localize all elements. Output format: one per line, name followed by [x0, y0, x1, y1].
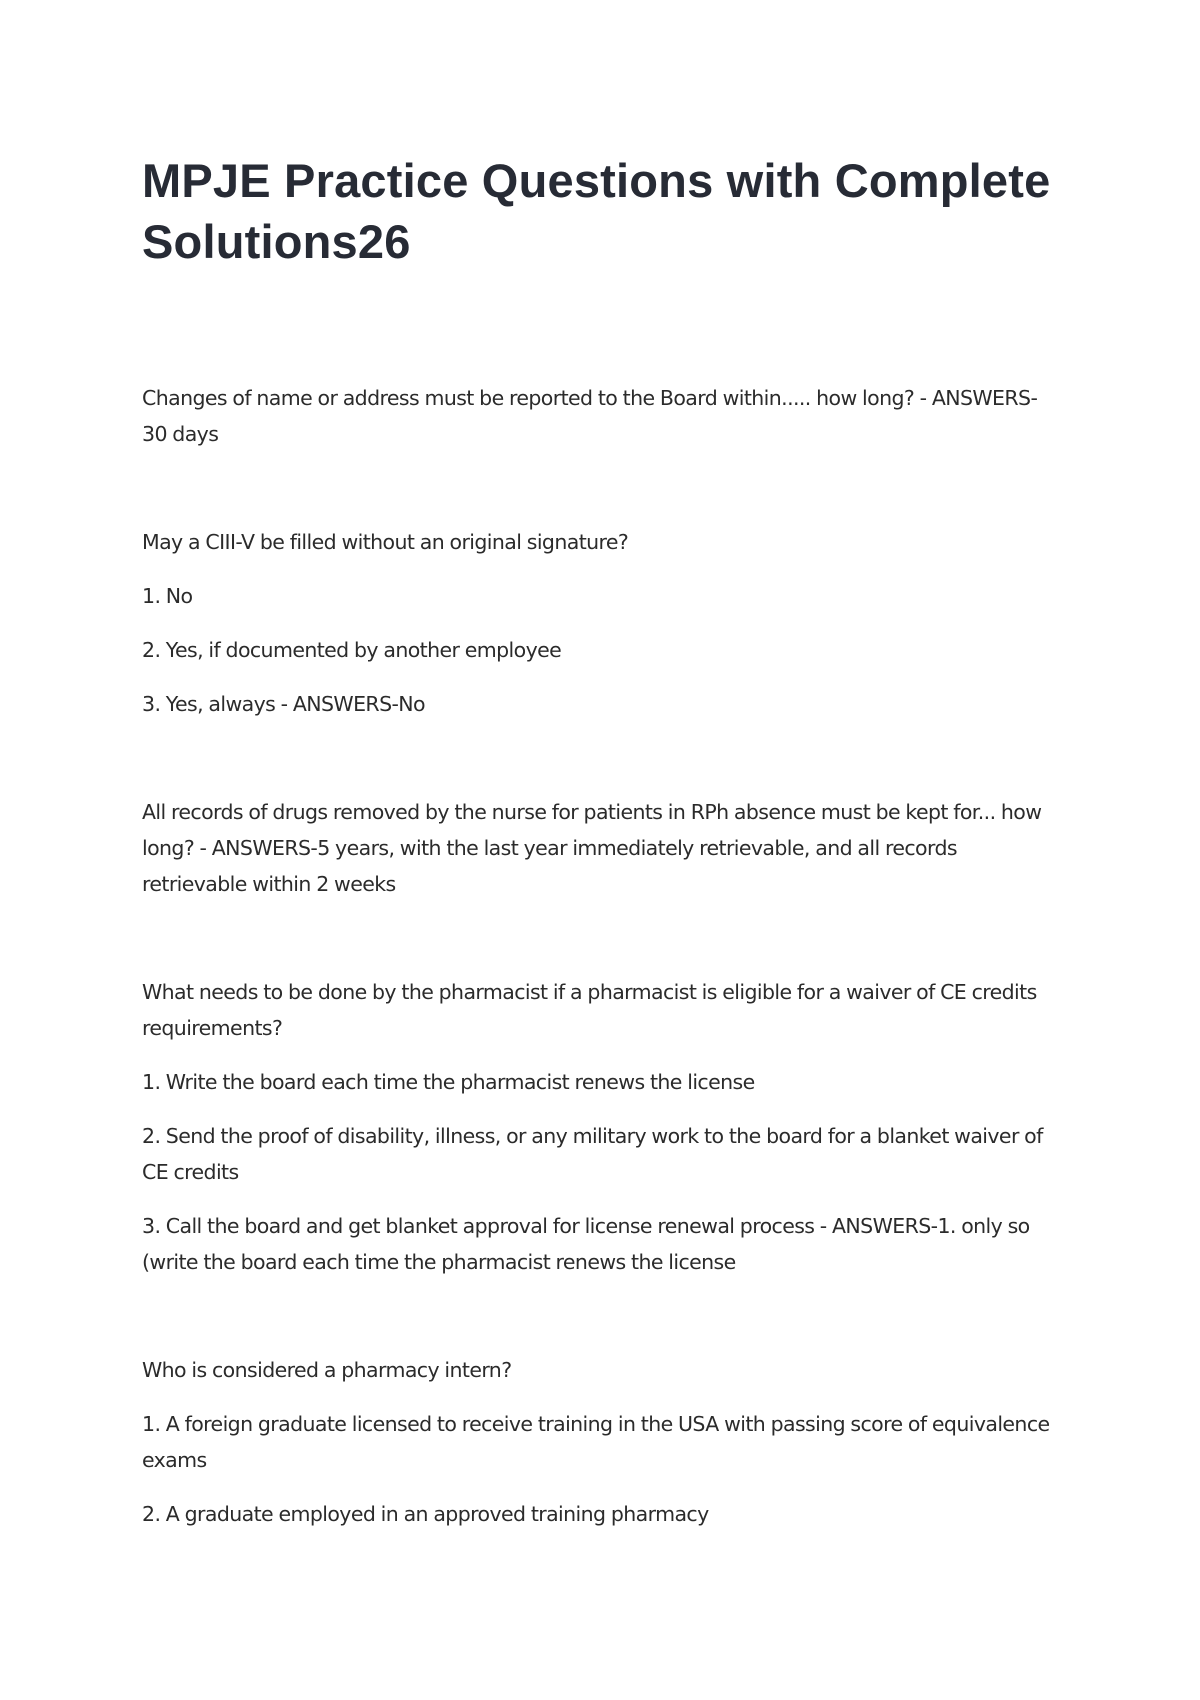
question-block: [142, 794, 1062, 902]
question-text: May a CIII-V be filled without an original signature?: [142, 530, 629, 554]
question-block: [142, 1352, 1062, 1532]
document-content: [142, 150, 1062, 1604]
question-block: [142, 380, 1062, 452]
question-list: [142, 380, 1062, 1532]
question-block: [142, 524, 1062, 722]
answer-option: 1. No: [142, 584, 193, 608]
question-text: Who is considered a pharmacy intern?: [142, 1358, 512, 1382]
answer-option: 1. Write the board each time the pharmacist renews the license: [142, 1070, 755, 1094]
answer-option: 2. Send the proof of disability, illness, or any military work to the board for a blanket waiver of CE credits: [142, 1124, 1043, 1184]
answer-option: 1. A foreign graduate licensed to receive training in the USA with passing score of equivalence exams: [142, 1412, 1050, 1472]
answer-option: 3. Yes, always - ANSWERS-No: [142, 692, 425, 716]
document-title: MPJE Practice Questions with Complete Solutions26: [142, 154, 1051, 268]
question-block: [142, 974, 1062, 1280]
question-text: What needs to be done by the pharmacist if a pharmacist is eligible for a waiver of CE credits requirements?: [142, 980, 1037, 1040]
question-text: Changes of name or address must be reported to the Board within..... how long? - ANSWERS-30 days: [142, 386, 1038, 446]
question-text: All records of drugs removed by the nurse for patients in RPh absence must be kept for... how long? - ANSWERS-5 years, with the last year immediately retrievable, and all records retrievable within 2 weeks: [142, 800, 1042, 896]
answer-option: 2. Yes, if documented by another employee: [142, 638, 562, 662]
answer-option: 2. A graduate employed in an approved training pharmacy: [142, 1502, 709, 1526]
answer-option: 3. Call the board and get blanket approval for license renewal process - ANSWERS-1. only so (write the board each time the pharmacist renews the license: [142, 1214, 1030, 1274]
